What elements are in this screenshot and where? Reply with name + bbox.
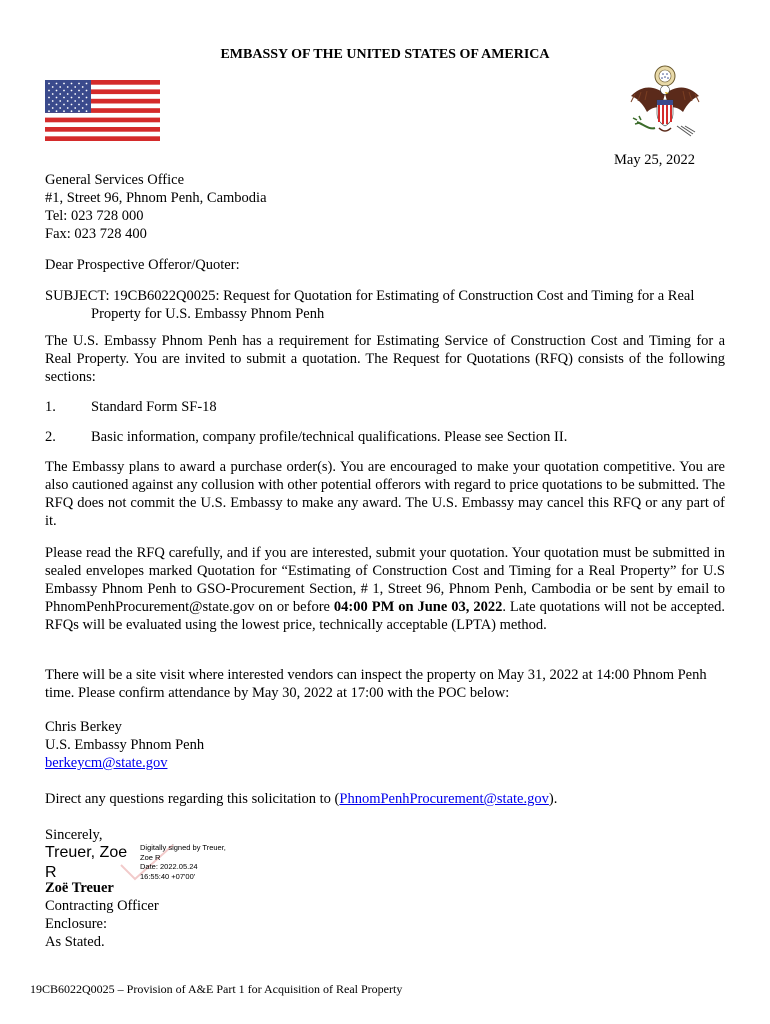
signature-detail-line: Zoe R	[140, 852, 161, 862]
signature-detail-line: Digitally signed by Treuer,	[140, 843, 226, 852]
page-footer: 19CB6022Q0025 – Provision of A&E Part 1 for Acquisition of Real Property	[30, 982, 403, 996]
signer-block	[45, 879, 725, 951]
address-fax: Fax: 023 728 400	[45, 226, 147, 242]
questions-text-end: ).	[548, 791, 558, 807]
enclosure-value: As Stated.	[45, 934, 105, 950]
submission-text-end: . Late quotations will not be accepted. RFQs will be evaluated using the lowest price, technically acceptable (LPTA) method.	[45, 599, 725, 633]
closing-sincerely: Sincerely,	[45, 827, 103, 843]
list-item-text: Standard Form SF-18	[91, 399, 217, 415]
questions-paragraph	[45, 790, 725, 808]
subject-line-2: Property for U.S. Embassy Phnom Penh	[91, 306, 325, 322]
sender-address	[45, 171, 725, 243]
subject-line-1: SUBJECT: 19CB6022Q0025: Request for Quotation for Estimating of Construction Cost and Timing for a Real	[45, 288, 695, 304]
procurement-email-link[interactable]: PhnomPenhProcurement@state.gov	[339, 791, 549, 807]
great-seal-eagle-icon	[625, 64, 705, 146]
address-telephone: Tel: 023 728 000	[45, 208, 144, 224]
address-line-office: General Services Office	[45, 172, 185, 188]
list-item-number: 1.	[45, 399, 56, 415]
letterhead-title: EMBASSY OF THE UNITED STATES OF AMERICA	[220, 47, 550, 62]
deadline-text: 04:00 PM on June 03, 2022	[333, 599, 503, 615]
salutation: Dear Prospective Offeror/Quoter:	[45, 257, 240, 273]
signer-title: Contracting Officer	[45, 898, 159, 914]
letter-date: May 25, 2022	[614, 152, 695, 168]
signature-name-line-1: Treuer, Zoe	[45, 844, 128, 861]
list-item-number: 2.	[45, 429, 56, 445]
signer-name: Zoë Treuer	[45, 880, 114, 896]
signature-name-line-2: R	[45, 864, 57, 881]
subject-line	[45, 287, 725, 323]
address-line-street: #1, Street 96, Phnom Penh, Cambodia	[45, 190, 267, 206]
submission-paragraph	[45, 544, 725, 634]
site-visit-paragraph: There will be a site visit where interested vendors can inspect the property on May 31, 2022 at 14:00 Phnom Penh time. Please confirm attendance by May 30, 2022 at 17:00 with the POC below:	[45, 667, 707, 701]
us-flag-image	[45, 80, 160, 141]
questions-text: Direct any questions regarding this solicitation to (	[45, 791, 340, 807]
signature-detail-line: Date: 2022.05.24	[140, 862, 198, 871]
digital-signature	[45, 843, 245, 883]
poc-block	[45, 718, 725, 772]
enclosure-label: Enclosure:	[45, 916, 108, 932]
submission-text: Please read the RFQ carefully, and if you are interested, submit your quotation. Your quotation must be submitted in sealed envelopes marked Quotation for “Estimating of Construction Cost and Timing for a Real Property” for U.S Embassy Phnom Penh to GSO-Procurement Section, # 1, Street 96, Phnom Penh, Cambodia or be sent by email to PhnomPenhProcurement@state.gov on or before	[45, 545, 725, 615]
poc-name: Chris Berkey	[45, 719, 122, 735]
poc-email-link[interactable]: berkeycm@state.gov	[45, 755, 168, 771]
signature-detail-line: 16:55:40 +07'00'	[140, 871, 196, 881]
list-item-text: Basic information, company profile/technical qualifications. Please see Section II.	[91, 429, 568, 445]
signature-details	[140, 843, 226, 881]
award-paragraph: The Embassy plans to award a purchase order(s). You are encouraged to make your quotation competitive. You are also cautioned against any collusion with other potential offerors with regard to price quotations to be submitted. The RFQ does not commit the U.S. Embassy to make any award. The U.S. Embassy may cancel this RFQ or any part of it.	[45, 459, 725, 529]
intro-paragraph: The U.S. Embassy Phnom Penh has a requirement for Estimating Service of Construction Cost and Timing for a Real Property. You are invited to submit a quotation. The Request for Quotations (RFQ) consists of the following sections:	[45, 333, 725, 385]
poc-organization: U.S. Embassy Phnom Penh	[45, 737, 205, 753]
